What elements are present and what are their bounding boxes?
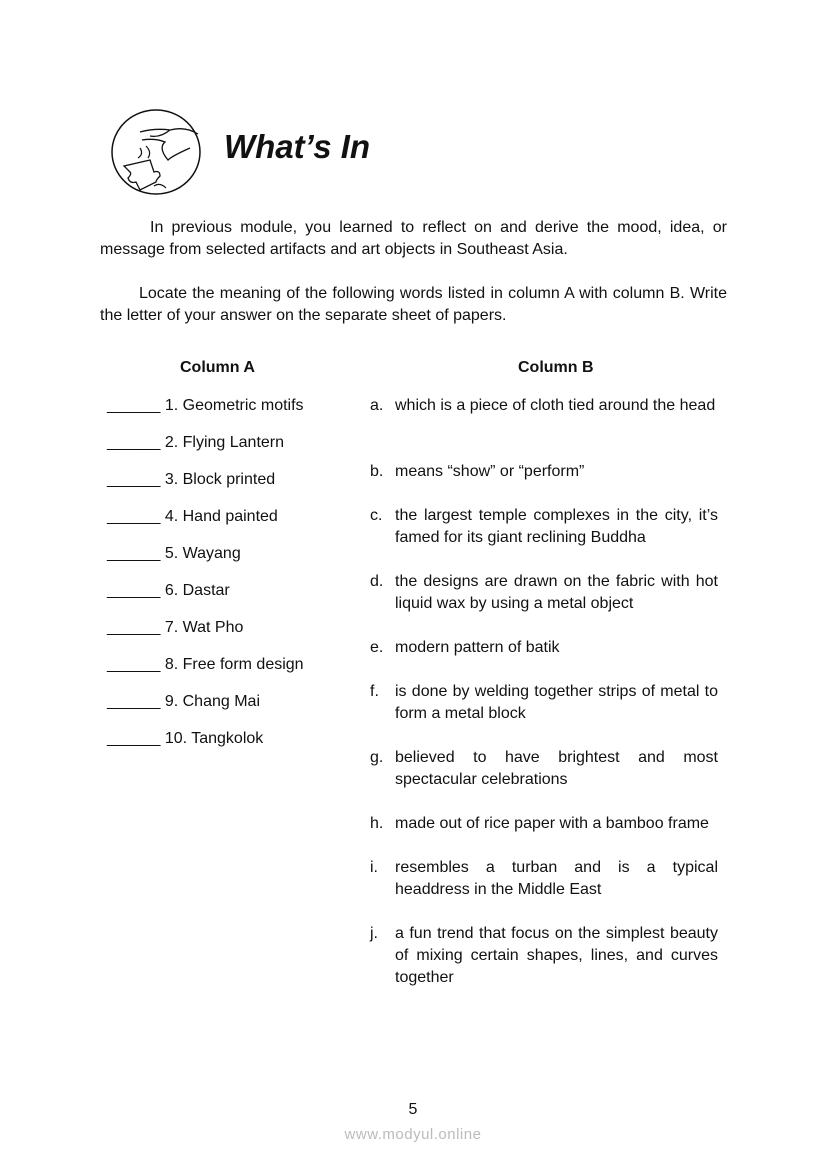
item-letter: j. (370, 925, 378, 942)
column-a-item: ______ 2. Flying Lantern (107, 434, 285, 451)
item-text: believed to have brightest and most spectacular celebrations (395, 749, 718, 788)
column-a-item: ______ 10. Tangkolok (107, 730, 264, 747)
item-text: the largest temple complexes in the city, it’s famed for its giant reclining Buddha (395, 507, 718, 546)
item-letter: f. (370, 683, 379, 700)
column-a-header: Column A (180, 359, 255, 376)
item-text: which is a piece of cloth tied around the head (395, 397, 716, 414)
column-b-item (370, 505, 718, 549)
item-text: made out of rice paper with a bamboo frame (395, 815, 709, 832)
column-b-item (370, 857, 718, 901)
column-b-item (370, 637, 718, 659)
column-a-item: ______ 6. Dastar (107, 582, 230, 599)
item-letter: b. (370, 463, 384, 480)
column-b-item (370, 813, 718, 835)
column-a-item: ______ 9. Chang Mai (107, 693, 260, 710)
item-letter: i. (370, 859, 378, 876)
watermark: www.modyul.online (344, 1126, 482, 1143)
item-text: a fun trend that focus on the simplest beauty of mixing certain shapes, lines, and curves together (395, 925, 718, 986)
column-b-item (370, 681, 718, 725)
section-title: What’s In (224, 128, 371, 165)
item-letter: g. (370, 749, 384, 766)
column-a-item: ______ 7. Wat Pho (107, 619, 244, 636)
item-letter: a. (370, 397, 384, 414)
hand-puzzle-icon (110, 108, 202, 196)
item-text: modern pattern of batik (395, 639, 560, 656)
item-letter: c. (370, 507, 383, 524)
item-text: means “show” or “perform” (395, 463, 585, 480)
column-a-item: ______ 5. Wayang (107, 545, 241, 562)
column-b-item (370, 923, 718, 989)
item-letter: e. (370, 639, 384, 656)
column-b-item (370, 571, 718, 615)
column-a-item: ______ 1. Geometric motifs (107, 397, 304, 414)
intro-paragraph: In previous module, you learned to reflect on and derive the mood, idea, or message from selected artifacts and art objects in Southeast Asia. (100, 219, 727, 258)
column-b-header: Column B (518, 359, 594, 376)
item-letter: h. (370, 815, 384, 832)
instructions-paragraph: Locate the meaning of the following words listed in column A with column B. Write the letter of your answer on the separate sheet of papers. (100, 285, 727, 324)
page-number: 5 (408, 1101, 418, 1118)
column-a-item: ______ 3. Block printed (107, 471, 276, 488)
column-b-item (370, 461, 718, 483)
item-letter: d. (370, 573, 384, 590)
column-b-item (370, 395, 718, 417)
column-b-item (370, 747, 718, 791)
column-a-item: ______ 4. Hand painted (107, 508, 278, 525)
column-a-item: ______ 8. Free form design (107, 656, 304, 673)
item-text: the designs are drawn on the fabric with hot liquid wax by using a metal object (395, 573, 718, 612)
item-text: resembles a turban and is a typical headdress in the Middle East (395, 859, 718, 898)
item-text: is done by welding together strips of metal to form a metal block (395, 683, 718, 722)
